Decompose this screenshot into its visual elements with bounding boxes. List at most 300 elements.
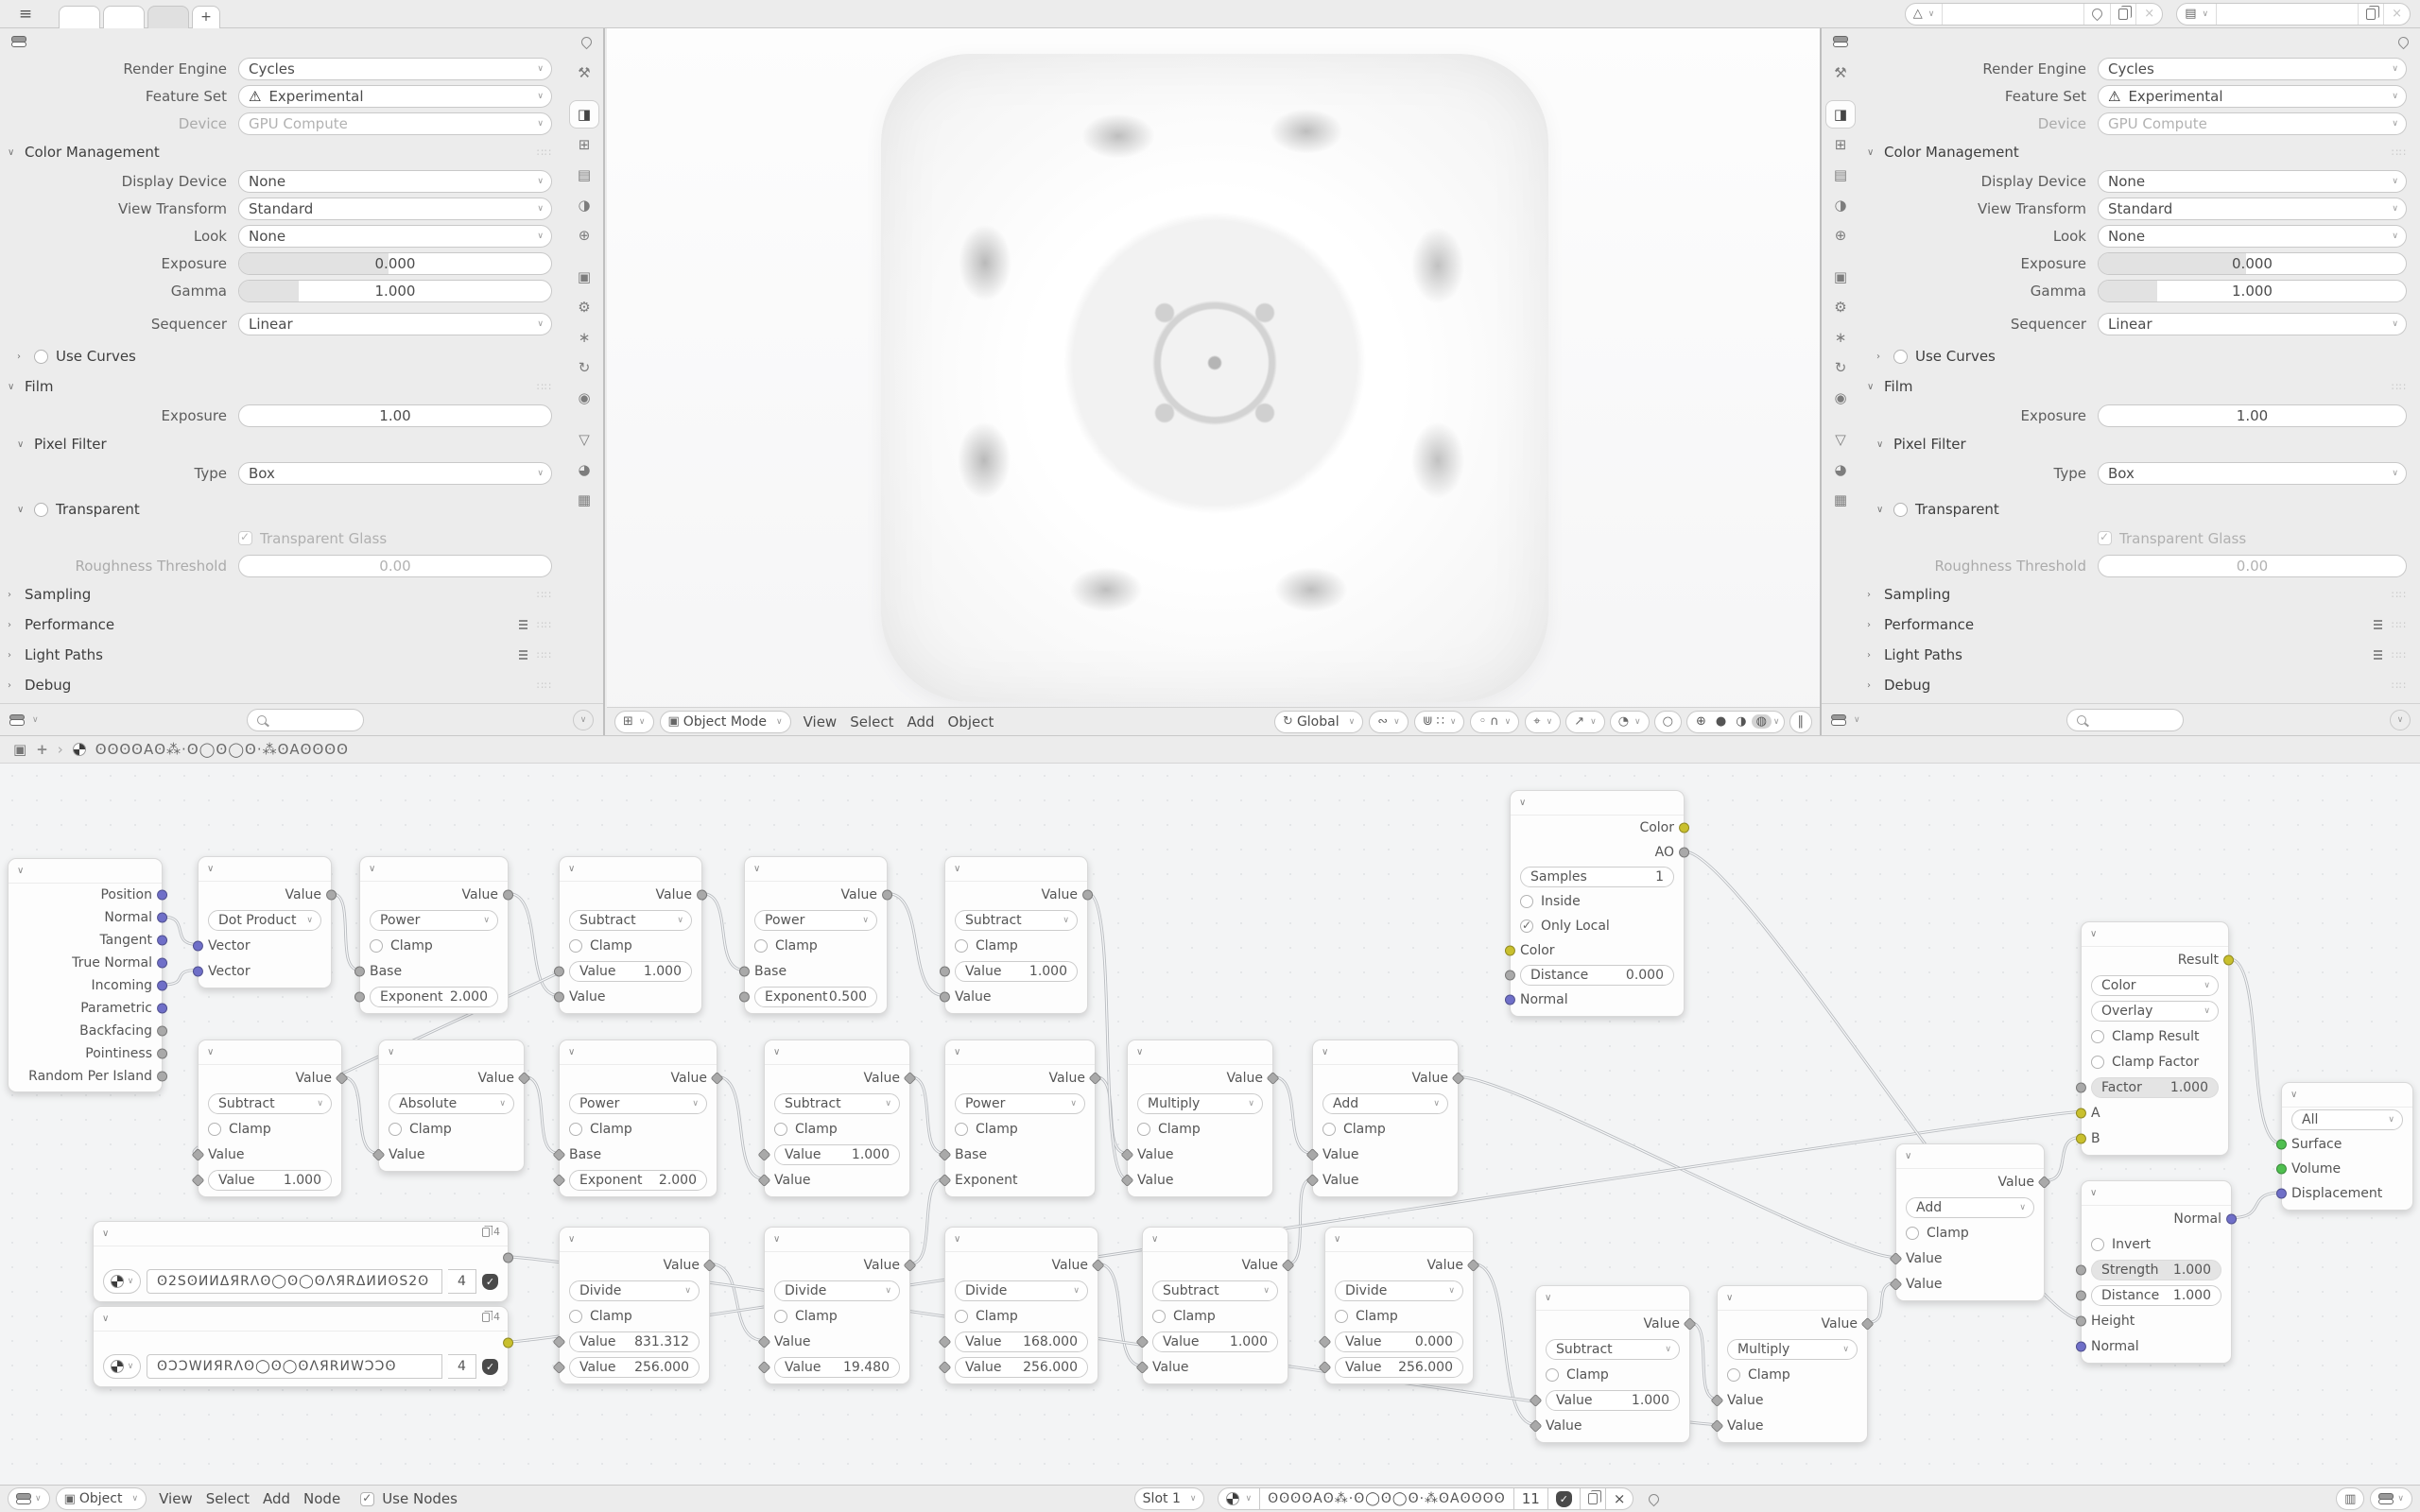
node-pin-icon[interactable] — [1647, 1491, 1662, 1506]
node-field-distance[interactable]: Distance 1.000 — [2091, 1285, 2221, 1306]
node-subP[interactable]: ∨ Value Subtract ∨ Clamp Value 1.000 Value — [1142, 1227, 1288, 1384]
node-checkbox-clamp[interactable] — [1322, 1123, 1336, 1136]
socket[interactable] — [757, 1147, 770, 1160]
socket[interactable] — [757, 1173, 770, 1186]
socket[interactable] — [2276, 1189, 2287, 1199]
props-tab-object-data-icon[interactable]: ▽ — [579, 431, 590, 448]
shader-type-dropdown[interactable]: ▣ Object ∨ — [56, 1487, 147, 1510]
viewlayer-copy-icon[interactable] — [2359, 4, 2384, 25]
viewport-editor-type-button[interactable]: ⊞ ∨ — [614, 711, 654, 733]
node-addT[interactable]: ∨ Value Add ∨ Clamp Value Value — [1895, 1143, 2045, 1301]
proportional-editing[interactable]: ◦ ∩ ∨ — [1470, 711, 1519, 733]
props-tab-texture-icon[interactable]: ▦ — [577, 491, 592, 508]
socket[interactable] — [157, 1049, 167, 1059]
socket[interactable] — [1505, 946, 1515, 956]
socket[interactable] — [552, 1360, 565, 1373]
node-menu-power[interactable]: Power ∨ — [754, 910, 877, 931]
orientation-dropdown[interactable]: ↻ Global ∨ — [1274, 711, 1363, 733]
node-field-factor[interactable]: Factor 1.000 — [2091, 1077, 2219, 1098]
node-checkbox-clamp[interactable] — [955, 1310, 968, 1323]
socket[interactable] — [193, 966, 203, 976]
socket[interactable] — [1120, 1173, 1133, 1186]
display-device-dropdown[interactable]: None ∨ — [238, 170, 552, 193]
material-copy-button[interactable] — [1581, 1487, 1606, 1510]
node-field-samples[interactable]: Samples 1 — [1520, 867, 1674, 887]
section-light-paths[interactable]: › Light Paths ∷∷ — [8, 646, 552, 663]
texture-name-field[interactable]: ʘƆƆWИЯRΛʘ◯ʘ◯ʘΛЯRИWƆƆʘ — [147, 1354, 442, 1379]
node-sub1[interactable]: ∨ Value Subtract ∨ Clamp Value 1.000 Value — [559, 856, 702, 1014]
sequencer-dropdown[interactable]: Linear ∨ — [2098, 313, 2407, 335]
overlays-dropdown[interactable]: ↗ ∨ — [1565, 711, 1605, 733]
node-menu-power[interactable]: Power ∨ — [569, 1093, 707, 1114]
section-sampling[interactable]: › Sampling ∷∷ — [1867, 586, 2407, 603]
node-checkbox-only-local[interactable] — [1520, 919, 1533, 933]
socket[interactable] — [1452, 1071, 1465, 1084]
socket[interactable] — [1710, 1393, 1723, 1406]
exposure-slider[interactable]: 0.000 — [238, 252, 552, 275]
node-out[interactable]: ∨ All ∨ Surface Volume Displacement — [2281, 1082, 2413, 1211]
props-tab-scene-icon[interactable]: ◑ — [1834, 197, 1847, 214]
socket[interactable] — [1089, 1071, 1102, 1084]
props-tab-particles-icon[interactable]: ∗ — [1834, 329, 1847, 346]
node-menu-divide[interactable]: Divide ∨ — [1335, 1280, 1463, 1301]
node-field-exponent[interactable]: Exponent 0.500 — [754, 987, 877, 1007]
node-divQ[interactable]: ∨ Value Divide ∨ Clamp Value 0.000 Value 256.000 — [1324, 1227, 1474, 1384]
socket[interactable] — [739, 991, 750, 1002]
props-tab-material-icon[interactable]: ◕ — [1834, 461, 1847, 478]
props-tab-render-icon[interactable]: ◨ — [1825, 100, 1856, 129]
socket[interactable] — [703, 1258, 717, 1271]
node-field-value[interactable]: Value 831.312 — [569, 1332, 700, 1352]
socket[interactable] — [1305, 1173, 1319, 1186]
socket[interactable] — [938, 1334, 951, 1348]
section-light-paths[interactable]: › Light Paths ∷∷ — [1867, 646, 2407, 663]
texture-browse-dropdown[interactable]: ∨ — [103, 1269, 141, 1294]
view-transform-dropdown[interactable]: Standard ∨ — [2098, 198, 2407, 220]
props-tab-scene-icon[interactable]: ◑ — [578, 197, 591, 214]
socket[interactable] — [1505, 971, 1515, 981]
node-checkbox-clamp[interactable] — [1137, 1123, 1150, 1136]
filter-type-dropdown[interactable]: Box ∨ — [238, 462, 552, 485]
view-transform-dropdown[interactable]: Standard ∨ — [238, 198, 552, 220]
texture-browse-dropdown[interactable]: ∨ — [103, 1354, 141, 1379]
socket[interactable] — [552, 1173, 565, 1186]
section-use-curves[interactable]: › Use Curves — [1876, 348, 1996, 365]
node-checkbox-clamp[interactable] — [208, 1123, 221, 1136]
socket[interactable] — [1889, 1251, 1902, 1264]
transparent-checkbox[interactable] — [1893, 503, 1908, 517]
node-menu-add[interactable]: Add — [262, 1490, 291, 1507]
rendered-object[interactable] — [881, 54, 1548, 702]
socket[interactable] — [552, 1147, 565, 1160]
socket[interactable] — [2076, 1133, 2086, 1143]
shading-solid-icon[interactable]: ● — [1715, 714, 1727, 729]
use-curves-checkbox[interactable] — [34, 350, 48, 364]
socket[interactable] — [1505, 995, 1515, 1005]
app-menu-icon[interactable]: ≡ — [18, 4, 33, 24]
material-unlink-button[interactable]: × — [1606, 1487, 1634, 1510]
node-checkbox-clamp[interactable] — [1335, 1310, 1348, 1323]
node-abs[interactable]: ∨ Value Absolute ∨ Clamp Value — [378, 1040, 525, 1172]
node-pwJ[interactable]: ∨ Value Power ∨ Clamp Base Exponent — [944, 1040, 1096, 1197]
viewport-3d[interactable] — [607, 28, 1820, 735]
exposure-slider[interactable]: 0.000 — [2098, 252, 2407, 275]
node-tex1[interactable]: ∨ 4 ∨ ʘ2SʘИИΔЯRΛʘ◯ʘ◯ʘΛЯRΔИИʘS2ʘ 4 ✓ — [93, 1221, 509, 1302]
editor-toggle-button[interactable]: ∨ — [2370, 1487, 2412, 1510]
render-engine-dropdown[interactable]: Cycles ∨ — [2098, 58, 2407, 80]
viewlayer-name-field[interactable] — [2217, 4, 2359, 25]
node-menu-subtract[interactable]: Subtract ∨ — [1152, 1280, 1278, 1301]
socket[interactable] — [1135, 1360, 1149, 1373]
node-field-strength[interactable]: Strength 1.000 — [2091, 1260, 2221, 1280]
node-checkbox-clamp[interactable] — [1546, 1368, 1559, 1382]
xray-toggle[interactable]: ○ — [1654, 711, 1682, 733]
gamma-slider[interactable]: 1.000 — [238, 280, 552, 302]
texture-users-count[interactable]: 4 — [448, 1354, 476, 1379]
node-menu-multiply[interactable]: Multiply ∨ — [1727, 1339, 1858, 1360]
section-film[interactable]: ∨ Film ∷∷ — [1867, 378, 2407, 395]
props-tab-physics-icon[interactable]: ↻ — [578, 359, 591, 376]
section-color-management[interactable]: ∨ Color Management ∷∷ — [1867, 144, 2407, 161]
node-field-value[interactable]: Value 19.480 — [774, 1357, 900, 1378]
xray-dropdown[interactable]: ◔ ∨ — [1610, 711, 1650, 733]
section-debug[interactable]: › Debug ∷∷ — [8, 677, 552, 694]
section-pixel-filter[interactable]: ∨ Pixel Filter — [1876, 436, 1966, 453]
socket[interactable] — [940, 966, 950, 976]
socket[interactable] — [554, 966, 564, 976]
editor-type-button[interactable]: ∨ — [1831, 714, 1860, 726]
socket[interactable] — [938, 1173, 951, 1186]
render-engine-dropdown[interactable]: Cycles ∨ — [238, 58, 552, 80]
editor-split-button[interactable]: ▥ — [2336, 1487, 2364, 1510]
options-dropdown-icon[interactable]: ∨ — [2390, 710, 2411, 730]
node-field-value[interactable]: Value 256.000 — [1335, 1357, 1463, 1378]
props-tab-world-icon[interactable]: ⊕ — [1834, 227, 1847, 244]
section-transparent[interactable]: ∨ Transparent — [17, 501, 140, 518]
props-tab-modifiers-icon[interactable]: ⚙ — [1834, 299, 1847, 316]
node-field-value[interactable]: Value 1.000 — [774, 1144, 900, 1165]
texture-users-count[interactable]: 4 — [448, 1269, 476, 1294]
node-mulK[interactable]: ∨ Value Multiply ∨ Clamp Value Value — [1127, 1040, 1273, 1197]
editor-type-icon[interactable] — [1833, 36, 1846, 47]
socket[interactable] — [1282, 1258, 1295, 1271]
node-ao[interactable]: ∨ Color AO Samples 1 Inside ✓ Only Local Color Distance 0.000 Normal — [1510, 790, 1685, 1017]
props-tab-constraints-icon[interactable]: ◉ — [578, 389, 591, 406]
node-geo[interactable]: ∨ Position Normal Tangent True Normal Incoming Parametric Backfacing Pointiness Random Per Island — [8, 858, 163, 1092]
node-menu-power[interactable]: Power ∨ — [955, 1093, 1085, 1114]
material-name-field[interactable]: ʘʘʘʘAʘ⁂·ʘ◯ʘ◯ʘ·⁂ʘAʘʘʘʘ — [1260, 1487, 1514, 1510]
socket[interactable] — [1082, 889, 1093, 900]
props-tab-constraints-icon[interactable]: ◉ — [1834, 389, 1847, 406]
socket[interactable] — [191, 1147, 204, 1160]
snap-toggle[interactable]: ∾ ∨ — [1369, 711, 1409, 733]
menu-view[interactable]: View — [803, 713, 838, 730]
socket[interactable] — [336, 1071, 349, 1084]
node-checkbox-invert[interactable] — [2091, 1238, 2104, 1251]
workspace-tab[interactable] — [147, 6, 189, 28]
node-divO[interactable]: ∨ Value Divide ∨ Clamp Value 168.000 Value 256.000 — [944, 1227, 1098, 1384]
props-tab-view-layer-icon[interactable]: ▤ — [1833, 166, 1848, 183]
socket[interactable] — [938, 1360, 951, 1373]
texture-name-field[interactable]: ʘ2SʘИИΔЯRΛʘ◯ʘ◯ʘΛЯRΔИИʘS2ʘ — [147, 1269, 442, 1294]
socket[interactable] — [1679, 848, 1689, 858]
fake-user-toggle[interactable]: ✓ — [1548, 1487, 1581, 1510]
node-dot[interactable]: ∨ Value Dot Product ∨ Vector Vector — [198, 856, 332, 988]
socket[interactable] — [1529, 1418, 1542, 1432]
socket[interactable] — [503, 1253, 513, 1263]
socket[interactable] — [503, 1338, 513, 1349]
socket[interactable] — [552, 1334, 565, 1348]
socket[interactable] — [1467, 1258, 1480, 1271]
node-pw1[interactable]: ∨ Value Power ∨ Clamp Base Exponent 2.000 — [359, 856, 509, 1014]
node-subR[interactable]: ∨ Value Subtract ∨ Clamp Value 1.000 Value — [1535, 1285, 1690, 1443]
socket[interactable] — [697, 889, 707, 900]
slot-dropdown[interactable]: Slot 1 ∨ — [1134, 1487, 1205, 1510]
look-dropdown[interactable]: None ∨ — [238, 225, 552, 248]
node-checkbox-inside[interactable] — [1520, 895, 1533, 908]
node-checkbox-clamp[interactable] — [1906, 1227, 1919, 1240]
texture-fake-user-toggle[interactable]: ✓ — [482, 1274, 498, 1290]
socket[interactable] — [157, 890, 167, 901]
search-input[interactable] — [247, 709, 364, 731]
display-device-dropdown[interactable]: None ∨ — [2098, 170, 2407, 193]
socket[interactable] — [2276, 1140, 2287, 1150]
node-checkbox-clamp[interactable] — [370, 939, 383, 953]
node-field-value[interactable]: Value 0.000 — [1335, 1332, 1463, 1352]
use-nodes-toggle[interactable]: ✓ Use Nodes — [360, 1490, 458, 1507]
socket[interactable] — [2076, 1082, 2086, 1092]
socket[interactable] — [2038, 1175, 2051, 1188]
node-mix[interactable]: ∨ Result Color ∨ Overlay ∨ Clamp Result Clamp Factor Factor 1.000 A B — [2081, 921, 2229, 1156]
socket[interactable] — [1889, 1277, 1902, 1290]
socket[interactable] — [940, 991, 950, 1002]
scene-copy-icon[interactable] — [2111, 4, 2136, 25]
section-performance[interactable]: › Performance ∷∷ — [8, 616, 552, 633]
socket[interactable] — [157, 981, 167, 991]
socket[interactable] — [2076, 1315, 2086, 1326]
socket[interactable] — [354, 991, 365, 1002]
props-tab-object-icon[interactable]: ▣ — [1833, 268, 1848, 285]
node-checkbox-clamp[interactable] — [569, 1310, 582, 1323]
node-checkbox-clamp-factor[interactable] — [2091, 1056, 2104, 1069]
socket[interactable] — [938, 1147, 951, 1160]
node-menu-node[interactable]: Node — [303, 1490, 341, 1507]
node-field-distance[interactable]: Distance 0.000 — [1520, 965, 1674, 986]
workspace-tab[interactable] — [59, 6, 100, 28]
properties-pin-icon[interactable] — [579, 34, 595, 49]
socket[interactable] — [1092, 1258, 1105, 1271]
socket[interactable] — [518, 1071, 531, 1084]
node-field-value[interactable]: Value 1.000 — [955, 961, 1078, 982]
film-exposure-field[interactable]: 1.00 — [238, 404, 552, 427]
node-sub2[interactable]: ∨ Value Subtract ∨ Clamp Value 1.000 Value — [944, 856, 1088, 1014]
socket[interactable] — [157, 1004, 167, 1014]
props-tab-tool-icon[interactable]: ⚒ — [1834, 64, 1847, 81]
socket[interactable] — [1861, 1316, 1875, 1330]
props-tab-modifiers-icon[interactable]: ⚙ — [578, 299, 591, 316]
socket[interactable] — [739, 966, 750, 976]
socket[interactable] — [1318, 1360, 1331, 1373]
node-menu-multiply[interactable]: Multiply ∨ — [1137, 1093, 1263, 1114]
node-addL[interactable]: ∨ Value Add ∨ Clamp Value Value — [1312, 1040, 1459, 1197]
props-tab-world-icon[interactable]: ⊕ — [578, 227, 591, 244]
node-checkbox-clamp[interactable] — [774, 1310, 787, 1323]
node-menu-all[interactable]: All ∨ — [2291, 1109, 2403, 1130]
node-menu-dot-product[interactable]: Dot Product ∨ — [208, 910, 321, 931]
feature-set-dropdown[interactable]: ⚠ Experimental ∨ — [238, 85, 552, 108]
node-bump[interactable]: ∨ Normal Invert Strength 1.000 Distance 1.000 Height Normal — [2081, 1180, 2232, 1364]
node-field-exponent[interactable]: Exponent 2.000 — [370, 987, 498, 1007]
socket[interactable] — [711, 1071, 724, 1084]
socket[interactable] — [1120, 1147, 1133, 1160]
node-menu-subtract[interactable]: Subtract ∨ — [774, 1093, 900, 1114]
socket[interactable] — [157, 936, 167, 946]
node-menu-add[interactable]: Add ∨ — [1322, 1093, 1448, 1114]
feature-set-dropdown[interactable]: ⚠ Experimental ∨ — [2098, 85, 2407, 108]
socket[interactable] — [191, 1173, 204, 1186]
node-menu-view[interactable]: View — [159, 1490, 193, 1507]
props-tab-view-layer-icon[interactable]: ▤ — [577, 166, 592, 183]
node-checkbox-clamp[interactable] — [955, 939, 968, 953]
section-transparent[interactable]: ∨ Transparent — [1876, 501, 1999, 518]
node-checkbox-clamp[interactable] — [569, 1123, 582, 1136]
node-checkbox-clamp[interactable] — [754, 939, 768, 953]
socket[interactable] — [157, 958, 167, 969]
socket[interactable] — [554, 991, 564, 1002]
node-checkbox-clamp[interactable] — [955, 1123, 968, 1136]
search-input[interactable] — [2066, 709, 2184, 731]
viewport-canvas[interactable] — [607, 28, 1820, 707]
props-tab-render-icon[interactable]: ◨ — [569, 100, 599, 129]
workspace-tab[interactable] — [103, 6, 145, 28]
texture-fake-user-toggle[interactable]: ✓ — [482, 1359, 498, 1375]
node-field-value[interactable]: Value 1.000 — [1152, 1332, 1278, 1352]
section-use-curves[interactable]: › Use Curves — [17, 348, 136, 365]
node-subI[interactable]: ∨ Value Subtract ∨ Clamp Value 1.000 Value — [764, 1040, 910, 1197]
options-dropdown-icon[interactable]: ∨ — [573, 710, 594, 730]
node-menu-overlay[interactable]: Overlay ∨ — [2091, 1001, 2219, 1022]
editor-type-icon[interactable] — [11, 36, 25, 47]
props-tab-texture-icon[interactable]: ▦ — [1833, 491, 1848, 508]
node-pw2[interactable]: ∨ Value Power ∨ Clamp Base Exponent 0.500 — [744, 856, 888, 1014]
new-workspace-tab-button[interactable]: + — [192, 6, 220, 28]
look-dropdown[interactable]: None ∨ — [2098, 225, 2407, 248]
sequencer-dropdown[interactable]: Linear ∨ — [238, 313, 552, 335]
socket[interactable] — [1684, 1316, 1697, 1330]
node-mulS[interactable]: ∨ Value Multiply ∨ Clamp Value Value — [1717, 1285, 1868, 1443]
node-checkbox-clamp-result[interactable] — [2091, 1030, 2104, 1043]
node-tex2[interactable]: ∨ 4 ∨ ʘƆƆWИЯRΛʘ◯ʘ◯ʘΛЯRИWƆƆʘ 4 ✓ — [93, 1306, 509, 1387]
node-field-value[interactable]: Value 1.000 — [569, 961, 692, 982]
section-debug[interactable]: › Debug ∷∷ — [1867, 677, 2407, 694]
node-divM[interactable]: ∨ Value Divide ∨ Clamp Value 831.312 Value 256.000 — [559, 1227, 710, 1384]
node-menu-divide[interactable]: Divide ∨ — [569, 1280, 700, 1301]
node-field-exponent[interactable]: Exponent 2.000 — [569, 1170, 707, 1191]
socket[interactable] — [326, 889, 337, 900]
node-menu-subtract[interactable]: Subtract ∨ — [1546, 1339, 1680, 1360]
pause-button[interactable]: ‖ — [1789, 711, 1813, 733]
node-checkbox-clamp[interactable] — [569, 939, 582, 953]
socket[interactable] — [1679, 823, 1689, 833]
node-field-value[interactable]: Value 256.000 — [955, 1357, 1088, 1378]
socket[interactable] — [2226, 1213, 2237, 1224]
socket[interactable] — [354, 966, 365, 976]
node-checkbox-clamp[interactable] — [774, 1123, 787, 1136]
socket[interactable] — [157, 1026, 167, 1037]
node-checkbox-clamp[interactable] — [389, 1123, 402, 1136]
shading-wireframe-icon[interactable]: ⊕ — [1695, 714, 1706, 729]
socket[interactable] — [757, 1360, 770, 1373]
scene-icon[interactable]: △ ∨ — [1906, 4, 1944, 25]
socket[interactable] — [1135, 1334, 1149, 1348]
viewlayer-icon[interactable]: ▤ ∨ — [2177, 4, 2217, 25]
film-exposure-field[interactable]: 1.00 — [2098, 404, 2407, 427]
shading-material-icon[interactable]: ◑ — [1736, 714, 1747, 729]
section-film[interactable]: ∨ Film ∷∷ — [8, 378, 552, 395]
socket[interactable] — [757, 1334, 770, 1348]
section-sampling[interactable]: › Sampling ∷∷ — [8, 586, 552, 603]
socket[interactable] — [503, 889, 513, 900]
socket[interactable] — [1529, 1393, 1542, 1406]
material-users-count[interactable]: 11 — [1514, 1487, 1548, 1510]
node-menu-subtract[interactable]: Subtract ∨ — [569, 910, 692, 931]
node-divN[interactable]: ∨ Value Divide ∨ Clamp Value Value 19.480 — [764, 1227, 910, 1384]
node-menu-divide[interactable]: Divide ∨ — [774, 1280, 900, 1301]
socket[interactable] — [372, 1147, 385, 1160]
menu-select[interactable]: Select — [850, 713, 894, 730]
socket[interactable] — [2076, 1108, 2086, 1118]
node-menu-select[interactable]: Select — [205, 1490, 250, 1507]
snap-settings[interactable]: ⋓ ∷ ∨ — [1414, 711, 1465, 733]
socket[interactable] — [882, 889, 892, 900]
node-checkbox-clamp[interactable] — [1727, 1368, 1740, 1382]
menu-add[interactable]: Add — [907, 713, 935, 730]
props-tab-material-icon[interactable]: ◕ — [578, 461, 591, 478]
scene-pin-icon[interactable] — [2084, 4, 2111, 25]
shading-rendered-icon[interactable]: ◍ — [1752, 714, 1772, 729]
editor-type-button[interactable]: ∨ — [9, 714, 39, 726]
node-field-value[interactable]: Value 168.000 — [955, 1332, 1088, 1352]
use-curves-checkbox[interactable] — [1893, 350, 1908, 364]
node-pwH[interactable]: ∨ Value Power ∨ Clamp Base Exponent 2.000 — [559, 1040, 717, 1197]
props-tab-object-icon[interactable]: ▣ — [577, 268, 592, 285]
props-tab-particles-icon[interactable]: ∗ — [578, 329, 591, 346]
props-tab-output-icon[interactable]: ⊞ — [578, 136, 591, 153]
socket[interactable] — [2223, 954, 2234, 965]
mode-dropdown[interactable]: ▣ Object Mode ∨ — [660, 711, 791, 733]
node-field-value[interactable]: Value 1.000 — [208, 1170, 332, 1191]
scene-name-field[interactable] — [1943, 4, 2084, 25]
socket[interactable] — [904, 1071, 917, 1084]
node-menu-color[interactable]: Color ∨ — [2091, 975, 2219, 996]
socket[interactable] — [1305, 1147, 1319, 1160]
node-field-value[interactable]: Value 256.000 — [569, 1357, 700, 1378]
node-checkbox-clamp[interactable] — [1152, 1310, 1166, 1323]
section-pixel-filter[interactable]: ∨ Pixel Filter — [17, 436, 107, 453]
node-subF[interactable]: ∨ Value Subtract ∨ Clamp Value Value 1.000 — [198, 1040, 342, 1197]
gizmo-dropdown[interactable]: ⌖ ∨ — [1525, 711, 1561, 733]
socket[interactable] — [1318, 1334, 1331, 1348]
socket[interactable] — [904, 1258, 917, 1271]
node-menu-subtract[interactable]: Subtract ∨ — [208, 1093, 332, 1114]
node-menu-absolute[interactable]: Absolute ∨ — [389, 1093, 514, 1114]
props-tab-object-data-icon[interactable]: ▽ — [1835, 431, 1846, 448]
node-menu-divide[interactable]: Divide ∨ — [955, 1280, 1088, 1301]
node-menu-subtract[interactable]: Subtract ∨ — [955, 910, 1078, 931]
socket[interactable] — [1267, 1071, 1280, 1084]
socket[interactable] — [2076, 1290, 2086, 1300]
props-tab-output-icon[interactable]: ⊞ — [1834, 136, 1847, 153]
